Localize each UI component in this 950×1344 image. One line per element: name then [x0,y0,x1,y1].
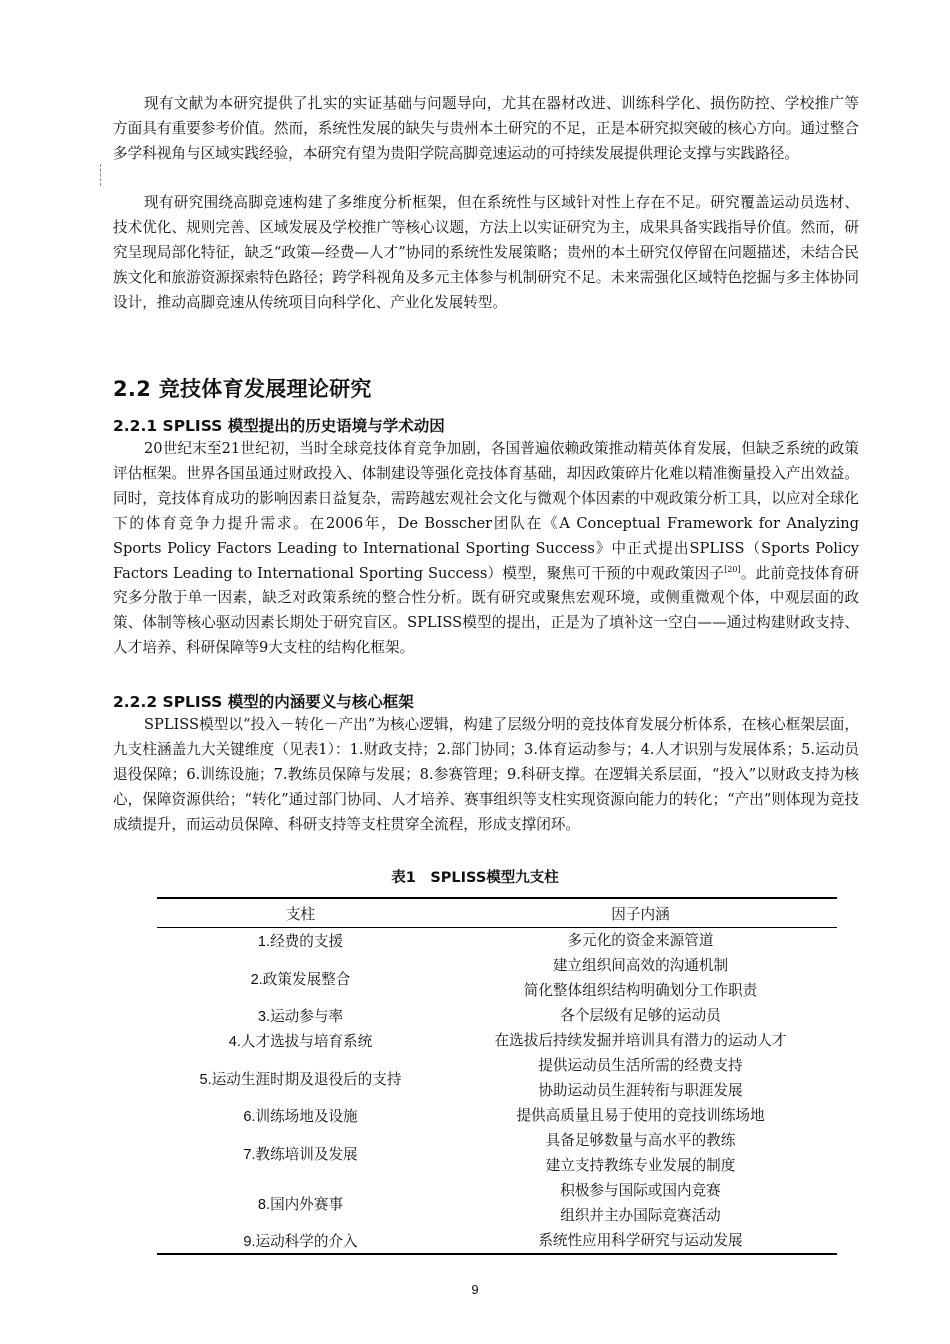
citation-ref: [20] [724,564,741,574]
factor-cell [444,1178,837,1228]
table-row [157,1178,837,1228]
subsection-heading-2-2-1: 2.2.1 SPLISS 模型提出的历史语境与学术动因 [113,417,445,435]
factor-line: 建立组织间高效的沟通机制 [552,957,729,974]
table-row [157,1128,837,1178]
factor-line: 组织并主办国际竞赛活动 [560,1207,721,1224]
pillar-cell: 5.运动生涯时期及退役后的支持 [199,1071,402,1088]
factor-line: 各个层级有足够的运动员 [560,1007,721,1024]
subsection-heading-2-2-2: 2.2.2 SPLISS 模型的内涵要义与核心框架 [113,693,414,711]
table-row [157,928,837,954]
factor-line: 具备足够数量与高水平的教练 [545,1132,736,1149]
pillar-cell: 4.人才选拔与培育系统 [228,1034,373,1050]
factor-line: 系统性应用科学研究与运动发展 [538,1232,743,1249]
factor-line: 积极参与国际或国内竞赛 [560,1182,721,1199]
pillar-cell: 1.经费的支援 [257,934,344,950]
paragraph-spliss-history-text-cont: 。此前竞技体育研究多分散于单一因素，缺乏对政策系统的整合性分析。既有研究或聚焦宏观环境，或侧重微观个体，中观层面的政策、体制等核心驱动因素长期处于研究盲区。SPLISS模型的提出，正是为了填补这一空白——通过构建财政支持、人才培养、科研保障等9大支柱的结构化框架。 [113,564,859,657]
paragraph-literature-value: 现有文献为本研究提供了扎实的实证基础与问题导向，尤其在器材改进、训练科学化、损伤防控、学校推广等方面具有重要参考价值。然而，系统性发展的缺失与贵州本土研究的不足，正是本研究拟突破的核心方向。通过整合多学科视角与区域实践经验，本研究有望为贵阳学院高脚竞速运动的可持续发展提供理论支撑与实践路径。 [113,95,859,162]
factor-cell [444,1053,837,1103]
header-factors: 因子内涵 [444,898,837,928]
paragraph-spliss-history [113,437,859,661]
pillar-cell: 8.国内外赛事 [257,1196,344,1213]
pillar-cell: 2.政策发展整合 [250,971,351,988]
factor-cell [444,1028,837,1053]
factor-line: 简化整体组织结构明确划分工作职责 [523,982,758,999]
table-header-row [157,898,837,928]
factor-line: 提供运动员生活所需的经费支持 [538,1057,743,1074]
page-number: 9 [471,1282,479,1297]
paragraph-literature-summary: 现有研究围绕高脚竞速构建了多维度分析框架，但在系统性与区域针对性上存在不足。研究覆盖运动员选材、技术优化、规则完善、区域发展及学校推广等核心议题，方法上以实证研究为主，成果具备实践指导价值。然而，研究呈现局部化特征，缺乏“政策—经费—人才”协同的系统性发展策略；贵州的本土研究仅停留在问题描述，未结合民族文化和旅游资源探索特色路径；跨学科视角及多元主体参与机制研究不足。未来需强化区域特色挖掘与多主体协同设计，推动高脚竞速从传统项目向科学化、产业化发展转型。 [113,194,859,311]
table-row [157,1053,837,1103]
spliss-pillars-table [157,897,837,1255]
factor-cell [444,1128,837,1178]
table-row [157,953,837,1003]
paragraph-spliss-framework: SPLISS模型以“投入－转化－产出”为核心逻辑，构建了层级分明的竞技体育发展分析体系，在核心框架层面，九支柱涵盖九大关键维度（见表1）：1.财政支持；2.部门协同；3.体育运动参与；4.人才识别与发展体系；5.运动员退役保障；6.训练设施；7.教练员保障与发展；8.参赛管理；9.科研支撑。在逻辑关系层面，“投入”以财政支持为核心，保障资源供给；“转化”通过部门协同、人才培养、赛事组织等支柱实现资源向能力的转化；“产出”则体现为竞技成绩提升，而运动员保障、科研支持等支柱贯穿全流程，形成支撑闭环。 [113,716,859,833]
table-caption: 表1 SPLISS模型九支柱 [391,870,559,886]
factor-line: 协助运动员生涯转衔与职涯发展 [538,1082,743,1099]
factor-line: 提供高质量且易于使用的竞技训练场地 [516,1107,765,1124]
factor-cell [444,953,837,1003]
factor-cell [444,1003,837,1028]
table-row [157,1028,837,1053]
revision-bar [100,164,102,186]
table-row [157,1003,837,1028]
pillar-cell: 3.运动参与率 [257,1009,344,1025]
pillar-cell: 6.训练场地及设施 [243,1109,358,1125]
factor-cell [444,1103,837,1128]
pillar-cell: 9.运动科学的介入 [157,1228,444,1254]
factor-line: 在选拔后持续发掘并培训具有潜力的运动人才 [494,1032,787,1049]
factor-line: 多元化的资金来源管道 [567,932,714,949]
table-row [157,1228,837,1254]
factor-line: 建立支持教练专业发展的制度 [545,1157,736,1174]
section-heading-2-2: 2.2 竞技体育发展理论研究 [113,377,372,401]
factor-cell [444,928,837,954]
paragraph-spliss-history-text: 20世纪末至21世纪初，当时全球竞技体育竞争加剧，各国普遍依赖政策推动精英体育发展，但缺乏系统的政策评估框架。世界各国虽通过财政投入、体制建设等强化竞技体育基础，却因政策碎片化难以精准衡量投入产出效益。同时，竞技体育成功的影响因素日益复杂，需跨越宏观社会文化与微观个体因素的中观政策分析工具，以应对全球化下的体育竞争力提升需求。在2006年，De Bosscher团队在《A Conceptual Framework for Analyzing Sports Policy Factors Leading to International Sporting Success》中正式提出SPLISS（Sports Policy Factors Leading to International Sporting Success）模型，聚焦可干预的中观政策因子 [113,440,859,582]
table-row [157,1103,837,1128]
factor-cell [444,1228,837,1254]
header-pillar: 支柱 [157,898,444,928]
pillar-cell: 7.教练培训及发展 [243,1146,358,1163]
